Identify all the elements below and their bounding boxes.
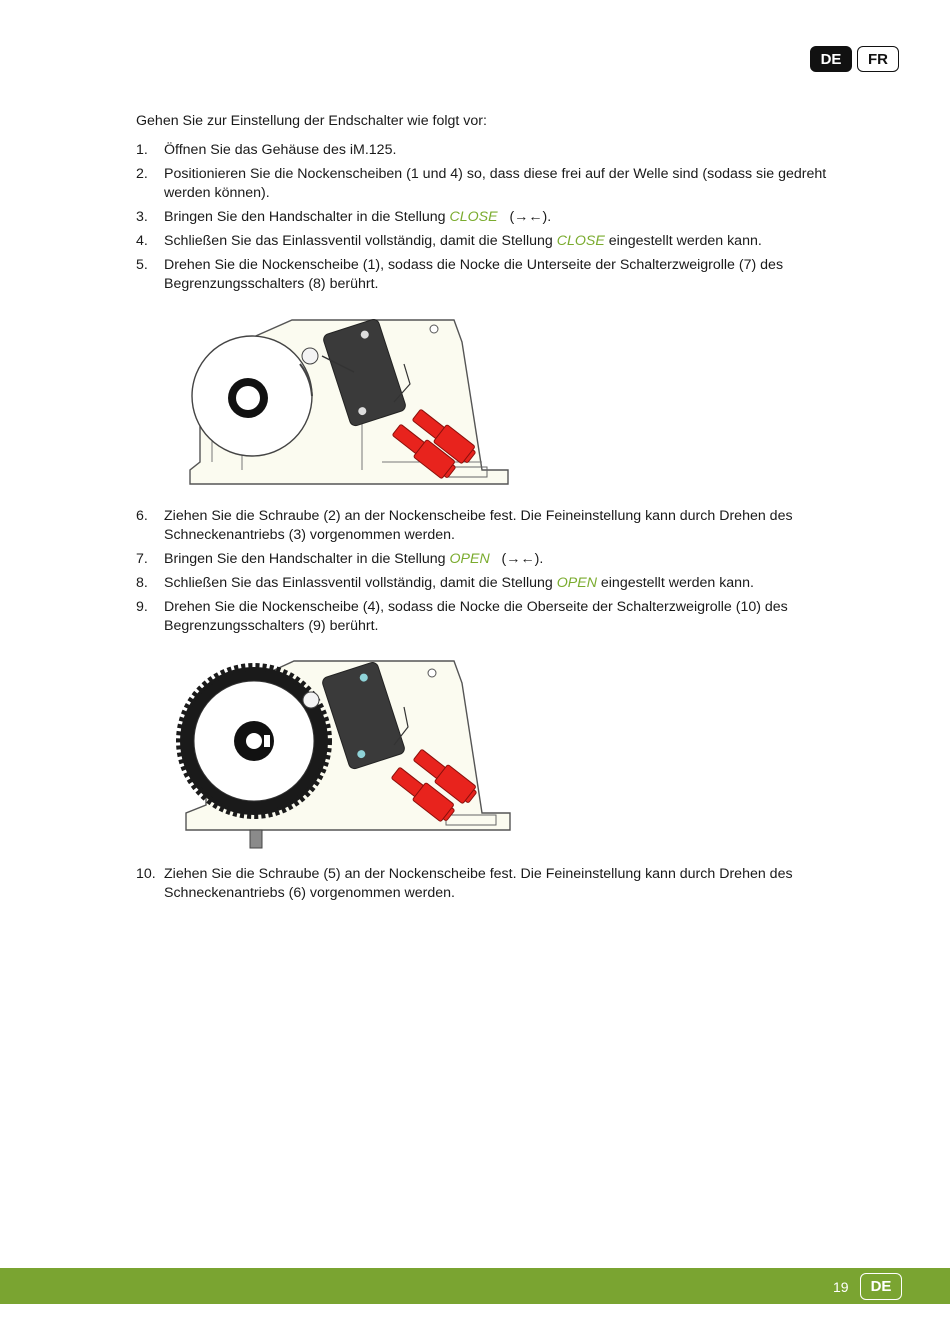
step-text-pre: Schließen Sie das Einlassventil vollständig, damit die Stellung (164, 233, 557, 249)
step-text: Öffnen Sie das Gehäuse des iM.125. (164, 142, 397, 158)
step-text-pre: Schließen Sie das Einlassventil vollständig, damit die Stellung (164, 575, 557, 591)
list-item (136, 208, 846, 227)
step-number: 7. (136, 551, 148, 567)
list-item (136, 141, 846, 160)
step-text: Ziehen Sie die Schraube (5) an der Nockenscheibe fest. Die Feineinstellung kann durch Drehen des Schneckenantriebs (6) vorgenommen werden. (164, 866, 793, 901)
list-item (136, 598, 846, 636)
step-number: 1. (136, 142, 148, 158)
step-text: Drehen Sie die Nockenscheibe (4), sodass die Nocke die Oberseite der Schalterzweigrolle (10) des Begrenzungsschalters (9) berührt. (164, 599, 788, 634)
list-item (136, 256, 846, 294)
step-number: 2. (136, 166, 148, 182)
step-text-pre: Bringen Sie den Handschalter in die Stellung (164, 551, 450, 567)
step-number: 3. (136, 209, 148, 225)
position-close: CLOSE (556, 233, 605, 249)
list-item (136, 232, 846, 251)
step-text-post: eingestellt werden kann. (604, 233, 762, 249)
step-number: 9. (136, 599, 148, 615)
step-text: Positionieren Sie die Nockenscheiben (1 und 4) so, dass diese frei auf der Welle sind (sodass sie gedreht werden können). (164, 166, 827, 201)
steps-list-a (136, 141, 846, 299)
step-text-pre: Bringen Sie den Handschalter in die Stellung (164, 209, 450, 225)
position-open: OPEN (556, 575, 597, 591)
position-open: OPEN (449, 551, 490, 567)
list-item (136, 507, 846, 545)
step-text-post: (→←). (497, 209, 552, 225)
step-number: 5. (136, 257, 148, 273)
lang-tab-fr[interactable]: FR (857, 46, 899, 72)
step-text: Ziehen Sie die Schraube (2) an der Nockenscheibe fest. Die Feineinstellung kann durch Drehen des Schneckenantriebs (3) vorgenommen werden. (164, 508, 793, 543)
page-number: 19 (833, 1279, 849, 1295)
lang-tab-de[interactable]: DE (810, 46, 852, 72)
step-text: Drehen Sie die Nockenscheibe (1), sodass die Nocke die Unterseite der Schalterzweigrolle (7) des Begrenzungsschalters (8) berührt. (164, 257, 784, 292)
step-number: 8. (136, 575, 148, 591)
steps-list-c (136, 865, 846, 908)
step-text-post: eingestellt werden kann. (596, 575, 754, 591)
limit-switch-diagram-open (176, 655, 516, 850)
list-item (136, 574, 846, 593)
step-number: 6. (136, 508, 148, 524)
step-number: 10. (136, 866, 156, 882)
language-switcher (810, 46, 899, 72)
steps-list-b (136, 507, 846, 641)
list-item (136, 550, 846, 569)
limit-switch-diagram-close (182, 312, 512, 492)
step-number: 4. (136, 233, 148, 249)
intro-text: Gehen Sie zur Einstellung der Endschalter wie folgt vor: (136, 113, 487, 129)
footer-lang-tab: DE (860, 1273, 902, 1300)
step-text-post: (→←). (489, 551, 544, 567)
list-item (136, 865, 846, 903)
list-item (136, 165, 846, 203)
position-close: CLOSE (449, 209, 498, 225)
footer-bar (0, 1268, 950, 1304)
